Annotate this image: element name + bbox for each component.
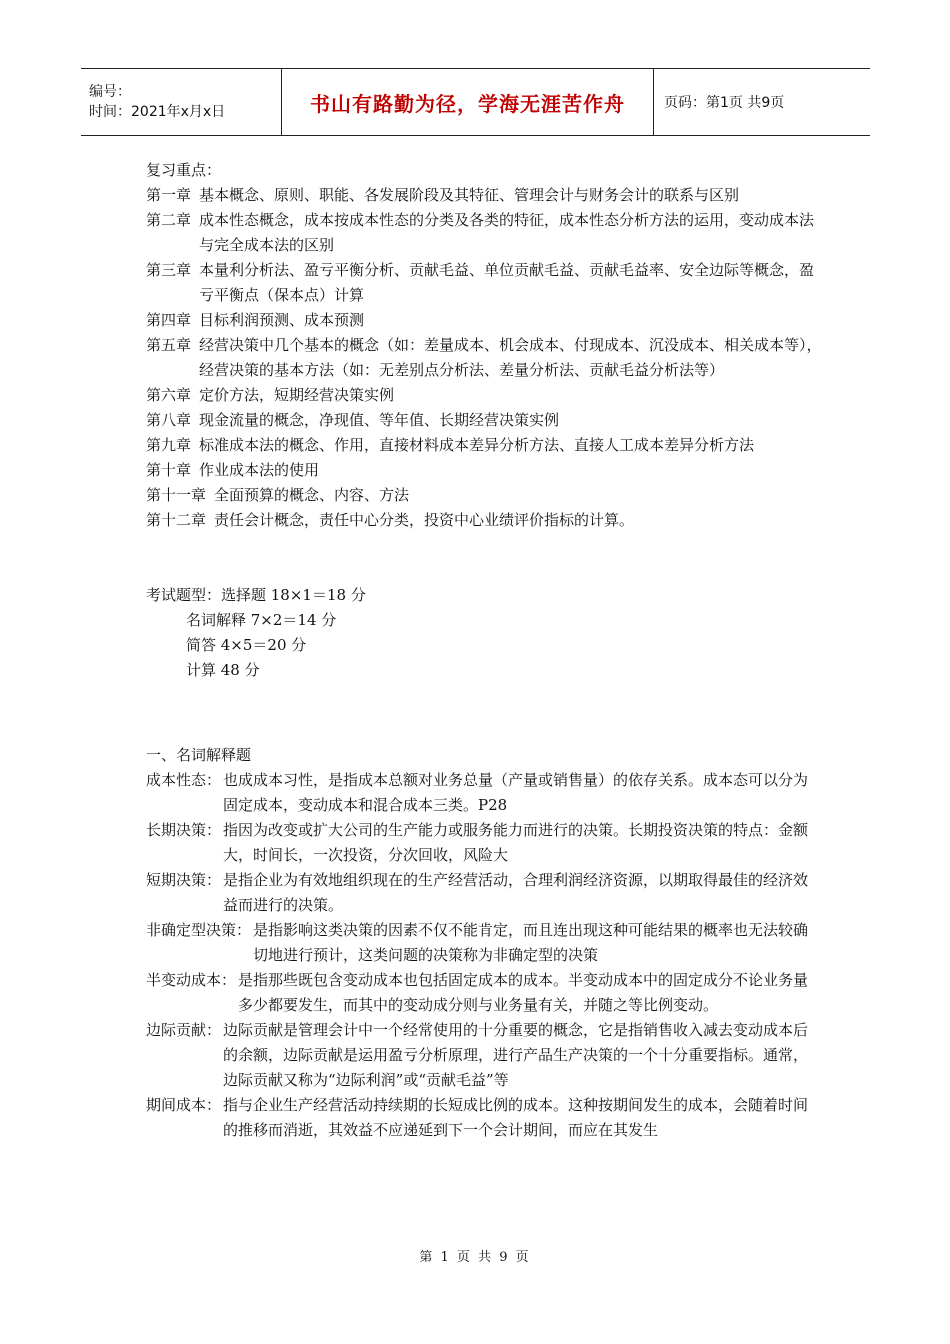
chapter-item xyxy=(146,258,822,308)
chapter-item-label: 第三章 xyxy=(146,261,192,279)
chapter-item xyxy=(146,333,822,383)
term-item-label: 边际贡献： xyxy=(146,1021,222,1039)
chapter-item-text: 基本概念、原则、职能、各发展阶段及其特征、管理会计与财务会计的联系与区别 xyxy=(199,186,740,204)
document-body xyxy=(146,158,822,1143)
term-item-text: 指因为改变或扩大公司的生产能力或服务能力而进行的决策。长期投资决策的特点：金额大，时间长，一次投资，分次回收，风险大 xyxy=(223,821,809,864)
chapter-item-label: 第六章 xyxy=(146,386,192,404)
term-item-text: 边际贡献是管理会计中一个经常使用的十分重要的概念，它是指销售收入减去变动成本后的余额，边际贡献是运用盈亏分析原理，进行产品生产决策的一个十分重要指标。通常，边际贡献又称为“边际利润”或“贡献毛益”等 xyxy=(223,1021,809,1089)
chapter-item-text: 成本性态概念，成本按成本性态的分类及各类的特征，成本性态分析方法的运用，变动成本法与完全成本法的区别 xyxy=(199,211,815,254)
chapter-item-text: 经营决策中几个基本的概念（如：差量成本、机会成本、付现成本、沉没成本、相关成本等），经营决策的基本方法（如：无差别点分析法、差量分析法、贡献毛益分析法等） xyxy=(199,336,822,379)
term-item-label: 非确定型决策： xyxy=(146,921,252,939)
spacer xyxy=(146,683,822,733)
chapter-item xyxy=(146,508,822,533)
terms-title: 一、名词解释题 xyxy=(146,746,252,764)
chapter-item-text: 本量利分析法、盈亏平衡分析、贡献毛益、单位贡献毛益、贡献毛益率、安全边际等概念，盈亏平衡点（保本点）计算 xyxy=(199,261,815,304)
chapter-item xyxy=(146,433,822,458)
chapter-item-label: 第九章 xyxy=(146,436,192,454)
term-item-label: 期间成本： xyxy=(146,1096,222,1114)
term-item-text: 是指企业为有效地组织现在的生产经营活动，合理利润经济资源，以期取得最佳的经济效益而进行的决策。 xyxy=(223,871,809,914)
spacer xyxy=(146,533,822,583)
page-footer: 第 1 页 共 9 页 xyxy=(419,1250,531,1265)
chapter-item-label: 第十二章 xyxy=(146,511,207,529)
chapter-item-text: 标准成本法的概念、作用，直接材料成本差异分析方法、直接人工成本差异分析方法 xyxy=(199,436,755,454)
page-header xyxy=(81,68,870,136)
term-item-text: 是指那些既包含变动成本也包括固定成本的成本。半变动成本中的固定成分不论业务量多少都要发生，而其中的变动成分则与业务量有关，并随之等比例变动。 xyxy=(238,971,809,1014)
chapter-item xyxy=(146,308,822,333)
date-label: 时间：2021年x月x日 xyxy=(89,104,226,120)
term-item xyxy=(146,1018,822,1093)
chapter-item-text: 目标利润预测、成本预测 xyxy=(199,311,365,329)
term-item-text: 是指影响这类决策的因素不仅不能肯定，而且连出现这种可能结果的概率也无法较确切地进行预计，这类问题的决策称为非确定型的决策 xyxy=(253,921,809,964)
chapter-item xyxy=(146,483,822,508)
chapter-item-label: 第八章 xyxy=(146,411,192,429)
chapter-item-text: 责任会计概念，责任中心分类，投资中心业绩评价指标的计算。 xyxy=(214,511,635,529)
chapter-item-label: 第十一章 xyxy=(146,486,207,504)
term-item-text: 指与企业生产经营活动持续期的长短成比例的成本。这种按期间发生的成本，会随着时间的推移而消逝，其效益不应递延到下一个会计期间，而应在其发生 xyxy=(223,1096,809,1139)
exam-item: 名词解释 7×2＝14 分 xyxy=(186,611,337,629)
chapter-list xyxy=(146,183,822,533)
motto-text: 书山有路勤为径，学海无涯苦作舟 xyxy=(310,91,625,116)
chapter-item-label: 第四章 xyxy=(146,311,192,329)
header-motto xyxy=(281,69,654,135)
term-item xyxy=(146,1093,822,1143)
term-item xyxy=(146,868,822,918)
chapter-item xyxy=(146,408,822,433)
chapter-item-text: 现金流量的概念，净现值、等年值、长期经营决策实例 xyxy=(199,411,560,429)
chapter-item-text: 作业成本法的使用 xyxy=(199,461,320,479)
chapter-item xyxy=(146,458,822,483)
term-item xyxy=(146,918,822,968)
chapter-item-text: 全面预算的概念、内容、方法 xyxy=(214,486,410,504)
exam-item: 简答 4×5＝20 分 xyxy=(186,636,307,654)
term-item xyxy=(146,768,822,818)
chapter-item xyxy=(146,208,822,258)
chapter-item-text: 定价方法，短期经营决策实例 xyxy=(199,386,395,404)
chapter-item-label: 第十章 xyxy=(146,461,192,479)
number-label: 编号： xyxy=(89,84,131,100)
exam-item: 计算 48 分 xyxy=(186,661,260,679)
term-item-label: 半变动成本： xyxy=(146,971,237,989)
header-left xyxy=(81,69,281,135)
term-item-label: 长期决策： xyxy=(146,821,222,839)
term-item xyxy=(146,968,822,1018)
term-item-label: 短期决策： xyxy=(146,871,222,889)
chapter-item xyxy=(146,383,822,408)
chapter-item-label: 第五章 xyxy=(146,336,192,354)
term-item-text: 也成成本习性，是指成本总额对业务总量（产量或销售量）的依存关系。成本态可以分为固定成本，变动成本和混合成本三类。P28 xyxy=(223,771,809,814)
term-list xyxy=(146,768,822,1143)
chapter-item-label: 第二章 xyxy=(146,211,192,229)
review-title: 复习重点： xyxy=(146,161,222,179)
chapter-item-label: 第一章 xyxy=(146,186,192,204)
page-info-text: 页码：第1页 共9页 xyxy=(664,95,785,111)
chapter-item xyxy=(146,183,822,208)
term-item-label: 成本性态： xyxy=(146,771,222,789)
exam-title: 考试题型：选择题 18×1＝18 分 xyxy=(146,586,366,604)
header-page-info xyxy=(654,69,870,135)
term-item xyxy=(146,818,822,868)
